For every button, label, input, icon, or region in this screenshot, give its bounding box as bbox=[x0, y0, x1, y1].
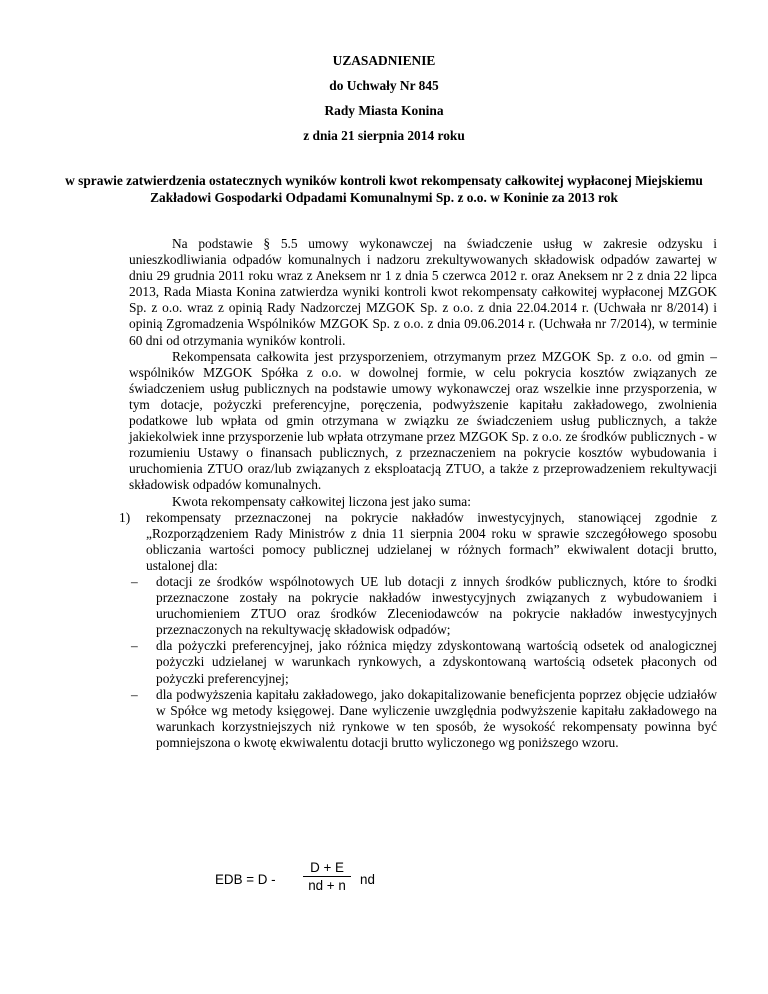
formula-denominator: nd + n bbox=[308, 878, 346, 893]
sub-list-item-text: dotacji ze środków wspólnotowych UE lub dotacji z innych środków publicznych, które to środki przeznaczone zostały na pokrycie nakładów inwestycyjnych związanych z wybudowaniem i uruchomieniem ZTUO oraz środków Zleceniodawców na pokrycie nakładów inwestycyjnych przeznaczonych na rekultywację składowisk odpadów; bbox=[156, 573, 717, 638]
paragraph-legal-basis: Na podstawie § 5.5 umowy wykonawczej na świadczenie usług w zakresie odzysku i unieszkodliwiania odpadów komunalnych i nadzoru zrekultywowanych składowisk odpadów zawartej w dniu 29 grudnia 2011 roku wraz z Aneksem nr 1 z dnia 5 czerwca 2012 r. oraz Aneksem nr 2 z dnia 22 lipca 2013, Rada Miasta Konina zatwierdza wyniki kontroli kwot rekompensaty całkowitej wypłaconej MZGOK Sp. z o.o. wraz z opinią Rady Nadzorczej MZGOK Sp. z o.o. z dnia 22.04.2014 r. (Uchwała nr 8/2014) i opinią Zgromadzenia Wspólników MZGOK Sp. z o.o. z dnia 09.06.2014 r. (Uchwała nr 7/2014), w terminie 60 dni od otrzymania wyników kontroli. bbox=[129, 236, 717, 348]
list-item bbox=[119, 510, 717, 574]
sub-list-item-text: dla pożyczki preferencyjnej, jako różnica między zdyskontowaną wartością odsetek od analogicznej pożyczki udzielanej w warunkach rynkowych, a zdyskontowaną wartością odsetek płaconych od pożyczki preferencyjnej; bbox=[156, 638, 717, 686]
subject-heading: w sprawie zatwierdzenia ostatecznych wyników kontroli kwot rekompensaty całkowitej wypłaconej Miejskiemu Zakładowi Gospodarki Odpadami Komunalnymi Sp. z o.o. w Koninie za 2013 rok bbox=[65, 173, 703, 205]
sub-list-item bbox=[129, 574, 717, 638]
list-item-text: rekompensaty przeznaczonej na pokrycie nakładów inwestycyjnych, stanowiącej zgodnie z „Rozporządzeniem Rady Ministrów z dnia 11 sierpnia 2004 roku w sprawie szczegółowego sposobu obliczania wartości pomocy publicznej udzielanej w różnych formach” ekwiwalent dotacji brutto, ustalonej dla: bbox=[146, 509, 717, 573]
paragraph-compensation-definition: Rekompensata całkowita jest przysporzeniem, otrzymanym przez MZGOK Sp. z o.o. od gmin – wspólników MZGOK Spółka z o.o. w dowolnej formie, w celu pokrycia kosztów związanych ze świadczeniem usług publicznych na podstawie umowy wykonawczej oraz wszelkie inne przysporzenia, w tym dotacje, pożyczki preferencyjne, poręczenia, podwyższenie kapitału zakładowego, zwolnienia podatkowe lub wpłata od gmin otrzymana w związku ze świadczeniem usług publicznych, a także jakiekolwiek inne przysporzenie lub wpłata otrzymane przez MZGOK Sp. z o.o. ze środków publicznych - w rozumieniu Ustawy o finansach publicznych, z przeznaczeniem na pokrycie kosztów wybudowania i uruchomienia ZTUO oraz/lub związanych z eksploatacją ZTUO, a także z przeprowadzeniem rekultywacji składowisk odpadów komunalnych. bbox=[129, 348, 717, 493]
document-body bbox=[119, 236, 717, 751]
compensation-list bbox=[119, 509, 717, 751]
formula-lhs: EDB = D - bbox=[215, 872, 276, 887]
sub-list-item-text: dla podwyższenia kapitału zakładowego, jako dokapitalizowanie beneficjenta poprzez objęcie udziałów w Spółce wg metody księgowej. Dane wyliczenie uwzględnia podwyższenie kapitału zakładowego na warunkach korzystniejszych niż rynkowe w ten sposób, że wysokość rekompensaty powinna być pomniejszona o kwotę ekwiwalentu dotacji brutto wyliczonego wg poniższego wzoru. bbox=[156, 686, 717, 750]
fraction-bar bbox=[303, 876, 351, 877]
sub-list-item bbox=[129, 687, 717, 751]
dash-bullet: – bbox=[131, 638, 138, 654]
document-title: UZASADNIENIE bbox=[332, 53, 436, 68]
dash-bullet: – bbox=[131, 573, 138, 589]
dash-bullet: – bbox=[131, 686, 138, 702]
sub-list-item bbox=[129, 638, 717, 686]
paragraph-compensation-sum: Kwota rekompensaty całkowitej liczona jest jako suma: bbox=[172, 493, 471, 509]
list-item-number: 1) bbox=[119, 509, 131, 525]
resolution-date: z dnia 21 sierpnia 2014 roku bbox=[303, 128, 465, 143]
formula-fraction bbox=[303, 860, 351, 893]
resolution-number: do Uchwały Nr 845 bbox=[329, 78, 439, 93]
council-name: Rady Miasta Konina bbox=[324, 103, 444, 118]
formula-numerator: D + E bbox=[310, 860, 344, 875]
formula-rhs: nd bbox=[360, 872, 375, 887]
